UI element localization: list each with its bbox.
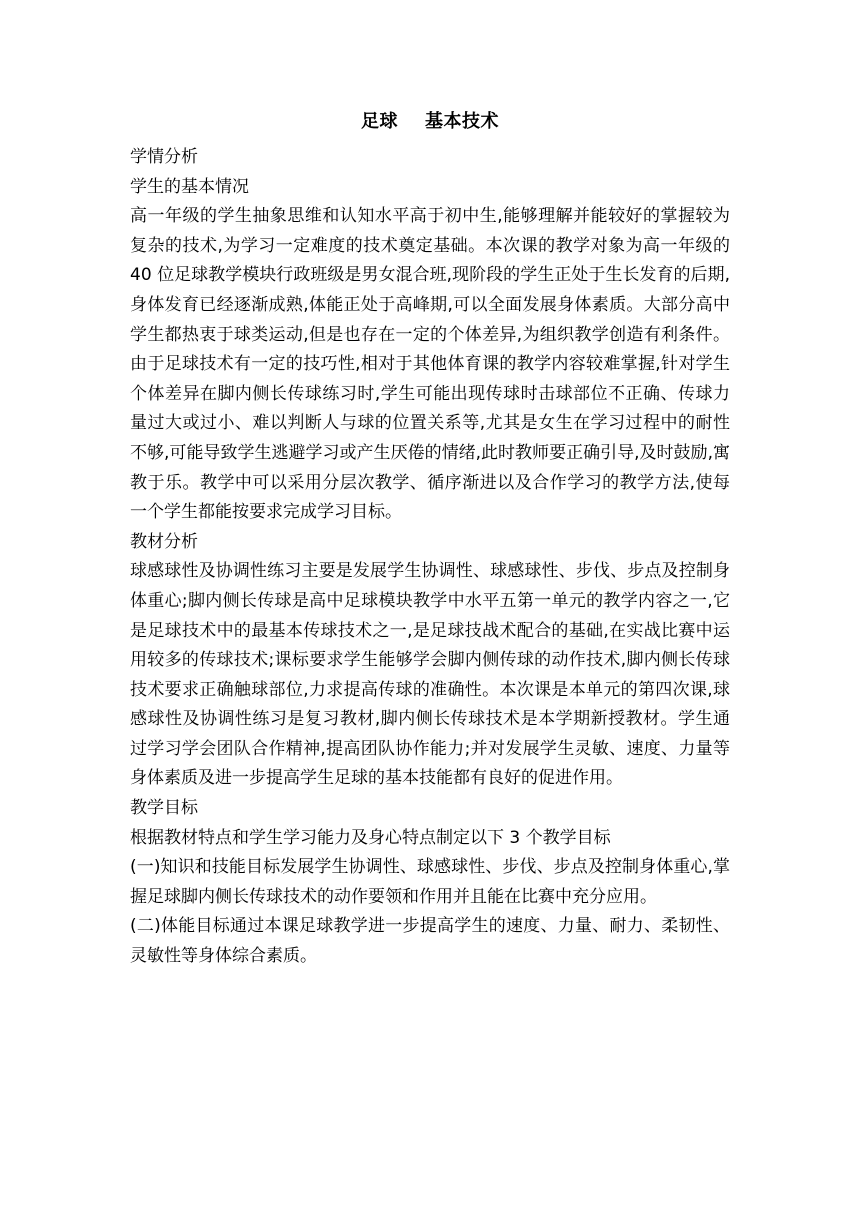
section-heading-material-analysis: 教材分析 — [130, 531, 198, 552]
paragraph-student-situation: 高一年级的学生抽象思维和认知水平高于初中生,能够理解并能较好的掌握较为复杂的技术,为学习一定难度的技术奠定基础。本次课的教学对象为高一年级的 40 位足球教学模块行政班级是男女混合班,现阶段的学生正处于生长发育的后期,身体发育已经逐渐成熟,体能正处于高峰期,可以全面发展身体素质。大部分高中学生都热衷于球类运动,但是也存在一定的个体差异,为组织教学创造有利条件。由于足球技术有一定的技巧性,相对于其他体育课的教学内容较难掌握,针对学生个体差异在脚内侧长传球练习时,学生可能出现传球时击球部位不正确、传球力量过大或过小、难以判断人与球的位置关系等,尤其是女生在学习过程中的耐性不够,可能导致学生逃避学习或产生厌倦的情绪,此时教师要正确引导,及时鼓励,寓教于乐。教学中可以采用分层次教学、循序渐进以及合作学习的教学方法,使每一个学生都能按要求完成学习目标。 — [130, 206, 730, 523]
paragraph-material-analysis: 球感球性及协调性练习主要是发展学生协调性、球感球性、步伐、步点及控制身体重心;脚内侧长传球是高中足球模块教学中水平五第一单元的教学内容之一,它是足球技术中的最基本传球技术之一,是足球技战术配合的基础,在实战比赛中运用较多的传球技术;课标要求学生能够学会脚内侧传球的动作技术,脚内侧长传球技术要求正确触球部位,力求提高传球的准确性。本次课是本单元的第四次课,球感球性及协调性练习是复习教材,脚内侧长传球技术是本学期新授教材。学生通过学习学会团队合作精神,提高团队协作能力;并对发展学生灵敏、速度、力量等身体素质及进一步提高学生足球的基本技能都有良好的促进作用。 — [130, 561, 730, 789]
paragraph-goal-knowledge-skills: (一)知识和技能目标发展学生协调性、球感球性、步伐、步点及控制身体重心,掌握足球脚内侧长传球技术的动作要领和作用并且能在比赛中充分应用。 — [130, 857, 730, 907]
paragraph-goal-physical-fitness: (二)体能目标通过本课足球教学进一步提高学生的速度、力量、耐力、柔韧性、灵敏性等身体综合素质。 — [130, 916, 730, 967]
section-heading-student-situation: 学生的基本情况 — [130, 176, 249, 197]
paragraph-goals-intro: 根据教材特点和学生学习能力及身心特点制定以下 3 个教学目标 — [130, 827, 611, 848]
section-heading-teaching-goals: 教学目标 — [130, 798, 198, 819]
document-body — [130, 143, 730, 972]
section-heading-learning-analysis: 学情分析 — [130, 147, 198, 167]
document-title: 足球 基本技术 — [360, 111, 500, 132]
